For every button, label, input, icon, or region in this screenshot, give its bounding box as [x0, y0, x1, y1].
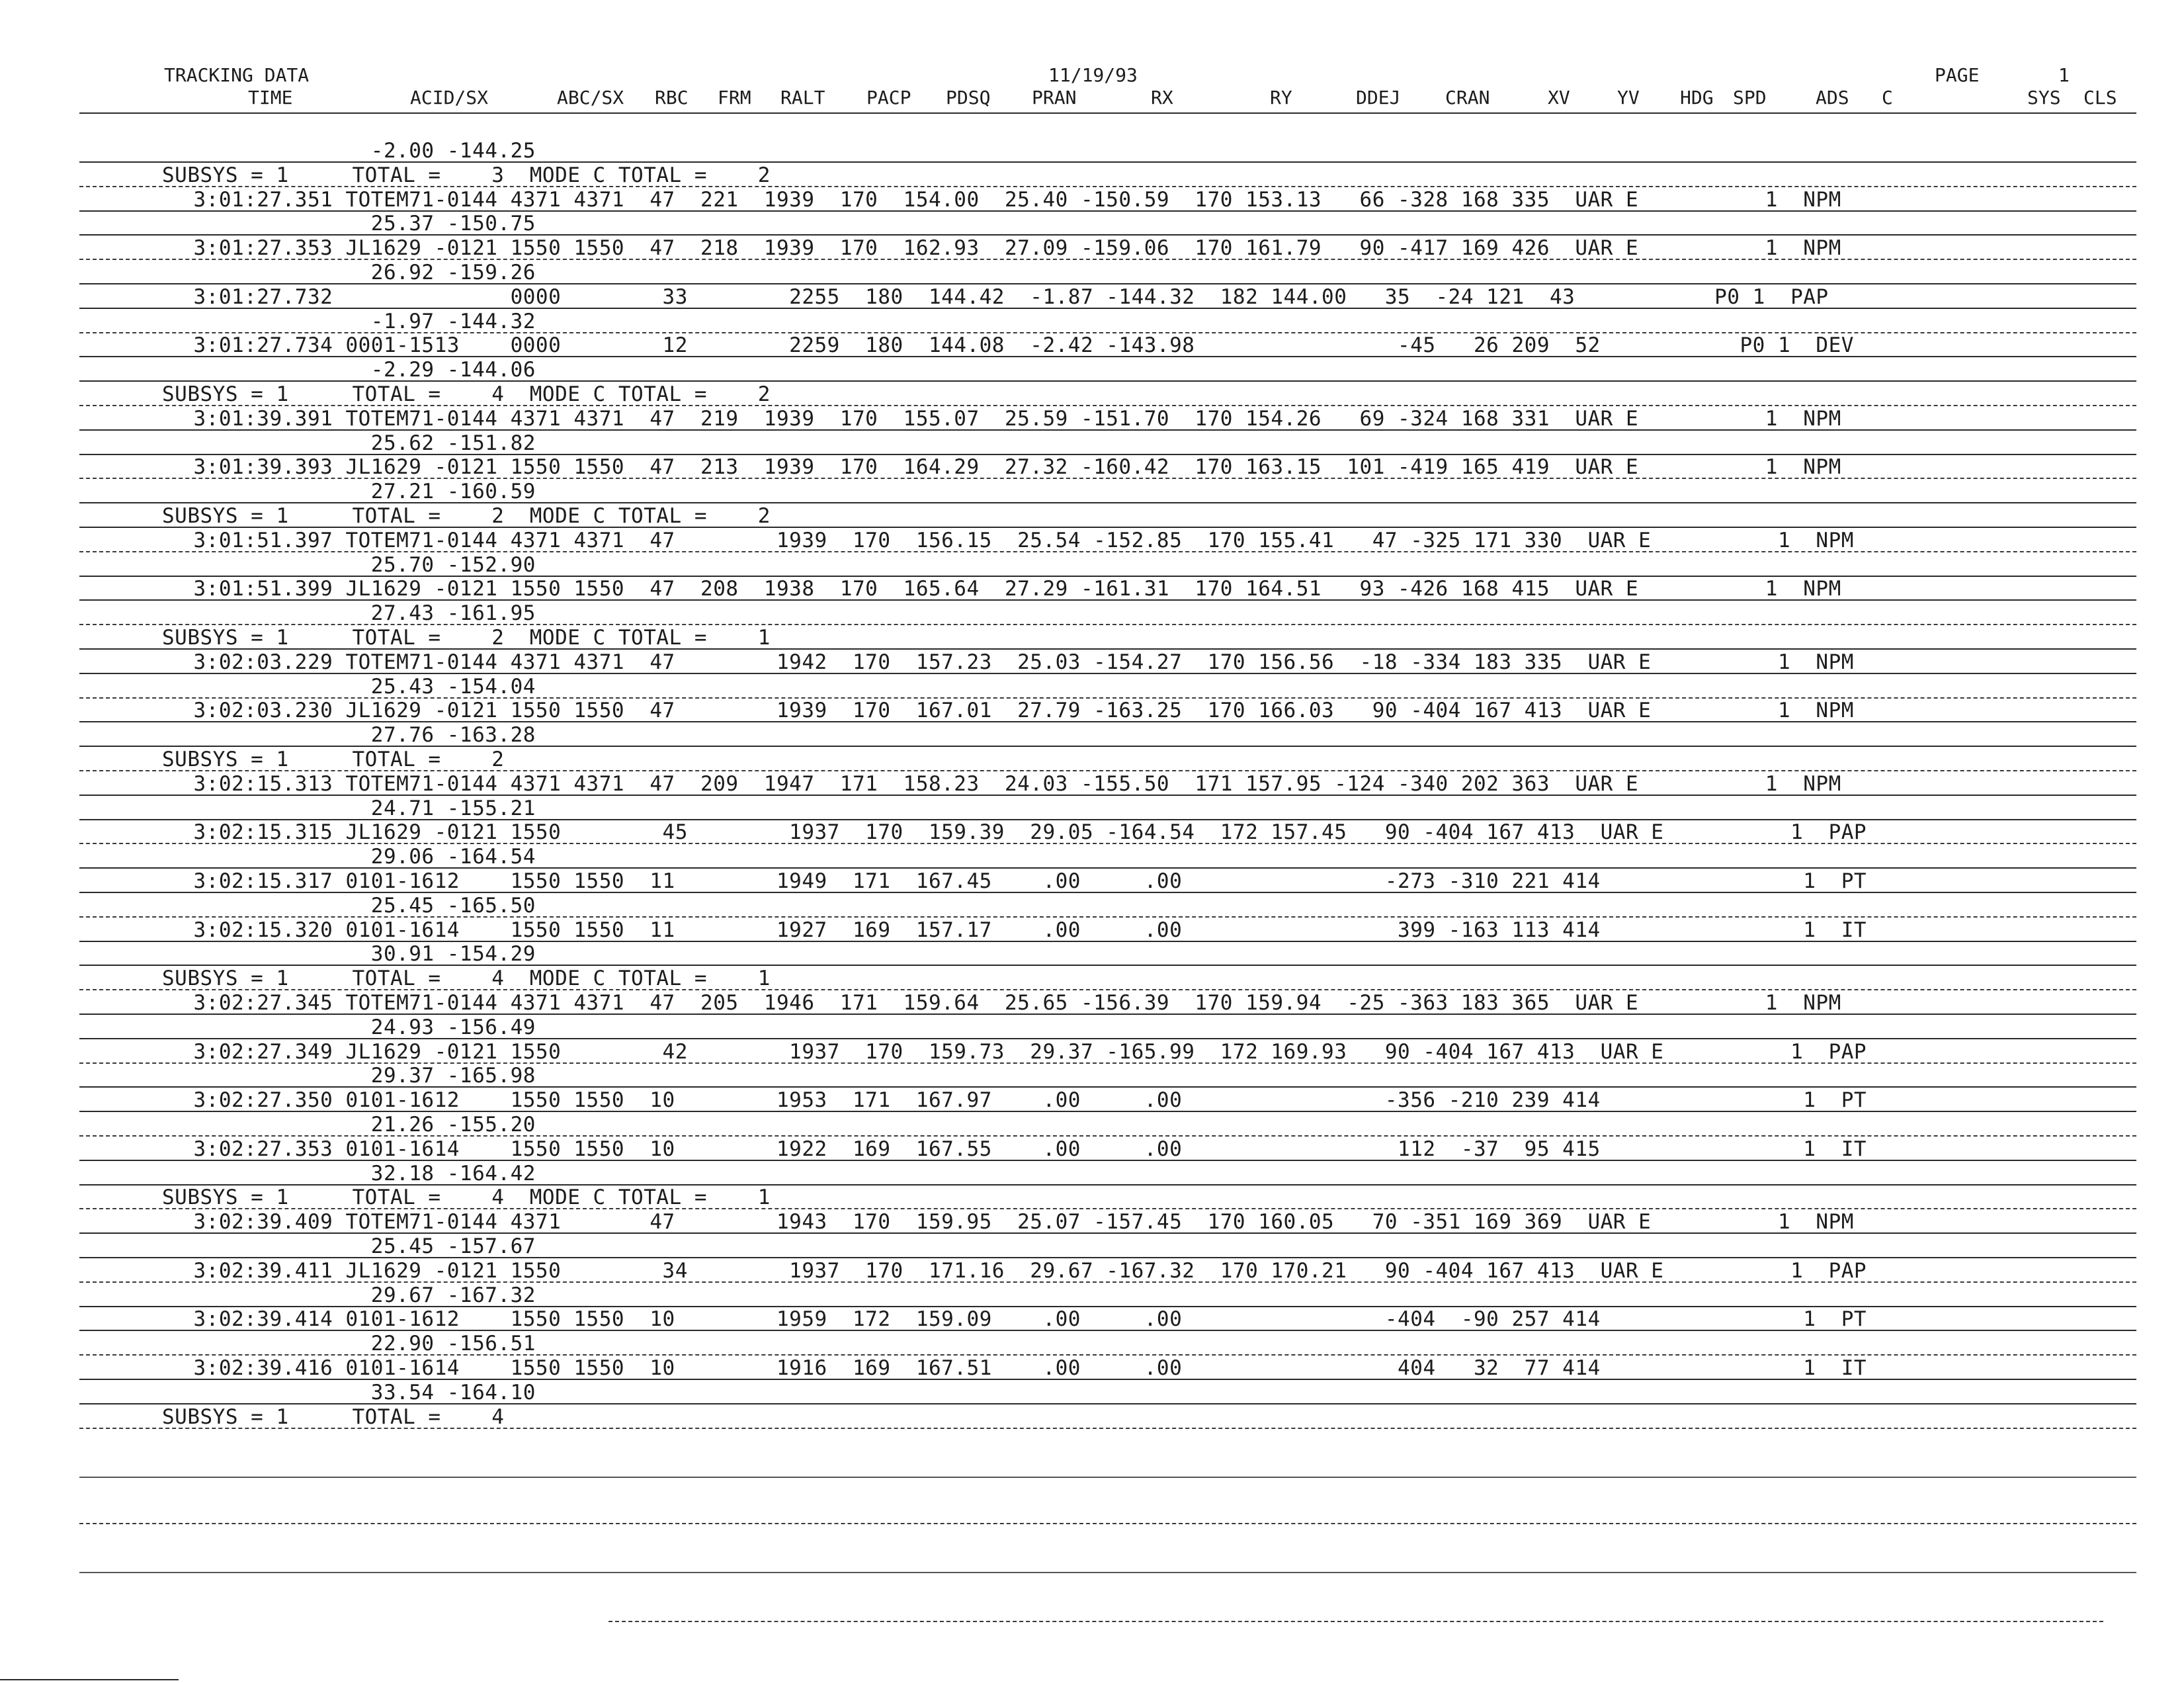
- track-record-line: 3:01:27.732 0000 33 2255 180 144.42 -1.87 -144.32 182 144.00 35 -24 121 43 P0 1 PAP: [155, 284, 1829, 309]
- row-rule: [79, 1281, 2136, 1283]
- subsys-total-line: SUBSYS = 1 TOTAL = 4 MODE C TOTAL = 1: [162, 967, 771, 991]
- column-header-hdg: HDG: [1680, 87, 1714, 108]
- coordinate-line: 24.93 -156.49: [155, 1015, 536, 1039]
- row-rule: [79, 502, 2136, 503]
- row-rule: [79, 186, 2136, 187]
- coordinate-line: 25.45 -157.67: [155, 1234, 536, 1258]
- column-header-pdsq: PDSQ: [946, 87, 991, 108]
- row-rule: [79, 867, 2136, 869]
- track-record-line: 3:02:15.315 JL1629 -0121 1550 45 1937 170 159.39 29.05 -164.54 172 157.45 90 -404 167 413 UAR E 1 PAP: [155, 820, 1867, 845]
- page-number: 1: [2058, 64, 2070, 86]
- coordinate-line: 29.67 -167.32: [155, 1283, 536, 1307]
- track-record-line: 3:01:51.397 TOTEM71-0144 4371 4371 47 1939 170 156.15 25.54 -152.85 170 155.41 47 -325 171 330 UAR E 1 NPM: [155, 528, 1854, 552]
- coordinate-line: 30.91 -154.29: [155, 942, 536, 967]
- row-rule: [79, 1257, 2136, 1258]
- column-header-ads: ADS: [1816, 87, 1849, 108]
- coordinate-line: 25.37 -150.75: [155, 212, 536, 236]
- column-header-abc-sx: ABC/SX: [557, 87, 624, 108]
- track-record-line: 3:02:39.409 TOTEM71-0144 4371 47 1943 170 159.95 25.07 -157.45 170 160.05 70 -351 169 369 UAR E 1 NPM: [155, 1210, 1854, 1234]
- column-header-c: C: [1882, 87, 1893, 108]
- row-rule: [79, 1232, 2136, 1234]
- subsys-total-line: SUBSYS = 1 TOTAL = 2 MODE C TOTAL = 1: [162, 626, 771, 650]
- column-header-pran: PRAN: [1032, 87, 1077, 108]
- coordinate-line: 27.43 -161.95: [155, 601, 536, 626]
- report-title: TRACKING DATA: [164, 64, 310, 86]
- coordinate-line: 25.62 -151.82: [155, 431, 536, 455]
- column-header-rbc: RBC: [655, 87, 689, 108]
- track-record-line: 3:02:39.414 0101-1612 1550 1550 10 1959 172 159.09 .00 .00 -404 -90 257 414 1 PT: [155, 1307, 1867, 1332]
- header-rule: [79, 112, 2136, 114]
- track-record-line: 3:02:27.353 0101-1614 1550 1550 10 1922 169 167.55 .00 .00 112 -37 95 415 1 IT: [155, 1137, 1867, 1161]
- column-header-cran: CRAN: [1445, 87, 1490, 108]
- coordinate-line: -2.29 -144.06: [155, 358, 536, 382]
- track-record-line: 3:02:39.411 JL1629 -0121 1550 34 1937 170 171.16 29.67 -167.32 170 170.21 90 -404 167 413 UAR E 1 PAP: [155, 1258, 1867, 1283]
- track-record-line: 3:01:27.734 0001-1513 0000 12 2259 180 144.08 -2.42 -143.98 -45 26 209 52 P0 1 DEV: [155, 333, 1854, 358]
- row-rule: [79, 454, 2136, 455]
- coordinate-line: 27.21 -160.59: [155, 480, 536, 504]
- track-record-line: 3:01:39.393 JL1629 -0121 1550 1550 47 213 1939 170 164.29 27.32 -160.42 170 163.15 101 -419 165 419 UAR E 1 NPM: [155, 455, 1841, 480]
- row-rule: [79, 746, 2136, 747]
- subsys-total-line: SUBSYS = 1 TOTAL = 4 MODE C TOTAL = 2: [162, 382, 771, 406]
- report-date: 11/19/93: [1048, 64, 1138, 86]
- subsys-total-line: SUBSYS = 1 TOTAL = 4 MODE C TOTAL = 1: [162, 1186, 771, 1210]
- page-label: PAGE: [1935, 64, 1980, 86]
- row-rule: [79, 161, 2136, 163]
- row-rule: [79, 551, 2136, 552]
- row-rule: [79, 1403, 2136, 1404]
- row-rule: [79, 1306, 2136, 1307]
- track-record-line: 3:02:27.349 JL1629 -0121 1550 42 1937 170 159.73 29.37 -165.99 172 169.93 90 -404 167 413 UAR E 1 PAP: [155, 1039, 1867, 1064]
- column-header-ry: RY: [1270, 87, 1292, 108]
- row-rule: [79, 356, 2136, 357]
- coordinate-line: 22.90 -156.51: [155, 1332, 536, 1356]
- track-record-line: 3:01:27.353 JL1629 -0121 1550 1550 47 218 1939 170 162.93 27.09 -159.06 170 161.79 90 -417 169 426 UAR E 1 NPM: [155, 236, 1841, 261]
- row-rule: [79, 1379, 2136, 1380]
- row-rule: [79, 1184, 2136, 1186]
- coordinate-line: -2.00 -144.25: [155, 139, 536, 163]
- row-rule: [79, 721, 2136, 722]
- row-rule: [79, 234, 2136, 236]
- row-rule: [79, 916, 2136, 918]
- row-rule: [79, 1208, 2136, 1209]
- coordinate-line: 29.06 -164.54: [155, 845, 536, 869]
- column-header-rx: RX: [1151, 87, 1173, 108]
- column-header-time: TIME: [248, 87, 293, 108]
- subsys-total-line: SUBSYS = 1 TOTAL = 2: [162, 748, 505, 771]
- column-header-yv: YV: [1617, 87, 1640, 108]
- row-rule: [79, 673, 2136, 674]
- row-rule: [79, 843, 2136, 844]
- track-record-line: 3:02:03.230 JL1629 -0121 1550 1550 47 1939 170 167.01 27.79 -163.25 170 166.03 90 -404 167 413 UAR E 1 NPM: [155, 699, 1854, 723]
- row-rule: [79, 795, 2136, 796]
- track-record-line: 3:02:39.416 0101-1614 1550 1550 10 1916 169 167.51 .00 .00 404 32 77 414 1 IT: [155, 1356, 1867, 1380]
- row-rule: [79, 1135, 2136, 1137]
- row-rule: [79, 1354, 2136, 1356]
- row-rule: [79, 1014, 2136, 1015]
- row-rule: [79, 1330, 2136, 1331]
- row-rule: [79, 697, 2136, 699]
- column-header-pacp: PACP: [866, 87, 911, 108]
- row-rule: [79, 283, 2136, 284]
- coordinate-line: 29.37 -165.98: [155, 1064, 536, 1088]
- column-header-xv: XV: [1548, 87, 1570, 108]
- row-rule: [79, 624, 2136, 625]
- subsys-total-line: SUBSYS = 1 TOTAL = 3 MODE C TOTAL = 2: [162, 163, 771, 187]
- row-rule: [79, 576, 2136, 577]
- blank-rule: [79, 1572, 2136, 1573]
- row-rule: [79, 989, 2136, 990]
- row-rule: [79, 405, 2136, 406]
- column-header-ralt: RALT: [780, 87, 825, 108]
- coordinate-line: 33.54 -164.10: [155, 1380, 536, 1404]
- row-rule: [79, 210, 2136, 212]
- row-rule: [79, 1160, 2136, 1161]
- row-rule: [79, 1062, 2136, 1064]
- track-record-line: 3:01:51.399 JL1629 -0121 1550 1550 47 208 1938 170 165.64 27.29 -161.31 170 164.51 93 -426 168 415 UAR E 1 NPM: [155, 577, 1841, 601]
- column-header-sys: SYS: [2027, 87, 2061, 108]
- column-header-cls: CLS: [2083, 87, 2117, 108]
- row-rule: [79, 1038, 2136, 1039]
- coordinate-line: 21.26 -155.20: [155, 1113, 536, 1137]
- row-rule: [79, 648, 2136, 650]
- coordinate-line: 25.45 -165.50: [155, 893, 536, 918]
- track-record-line: 3:02:15.320 0101-1614 1550 1550 11 1927 169 157.17 .00 .00 399 -163 113 414 1 IT: [155, 918, 1867, 942]
- track-record-line: 3:02:27.350 0101-1612 1550 1550 10 1953 171 167.97 .00 .00 -356 -210 239 414 1 PT: [155, 1088, 1867, 1113]
- track-record-line: 3:02:03.229 TOTEM71-0144 4371 4371 47 1942 170 157.23 25.03 -154.27 170 156.56 -18 -334 183 335 UAR E 1 NPM: [155, 650, 1854, 674]
- track-record-line: 3:02:15.317 0101-1612 1550 1550 11 1949 171 167.45 .00 .00 -273 -310 221 414 1 PT: [155, 869, 1867, 893]
- row-rule: [79, 1428, 2136, 1429]
- coordinate-line: 25.43 -154.04: [155, 674, 536, 699]
- column-header-frm: FRM: [718, 87, 751, 108]
- row-rule: [79, 1086, 2136, 1088]
- subsys-total-line: SUBSYS = 1 TOTAL = 2 MODE C TOTAL = 2: [162, 504, 771, 528]
- row-rule: [79, 941, 2136, 942]
- track-record-line: 3:01:39.391 TOTEM71-0144 4371 4371 47 219 1939 170 155.07 25.59 -151.70 170 154.26 69 -324 168 331 UAR E 1 NPM: [155, 406, 1841, 431]
- row-rule: [79, 429, 2136, 431]
- track-record-line: 3:01:27.351 TOTEM71-0144 4371 4371 47 221 1939 170 154.00 25.40 -150.59 170 153.13 66 -328 168 335 UAR E 1 NPM: [155, 187, 1841, 212]
- column-header-spd: SPD: [1733, 87, 1767, 108]
- row-rule: [79, 308, 2136, 309]
- track-record-line: 3:02:27.345 TOTEM71-0144 4371 4371 47 205 1946 171 159.64 25.65 -156.39 170 159.94 -25 -363 183 365 UAR E 1 NPM: [155, 991, 1841, 1015]
- row-rule: [79, 892, 2136, 893]
- blank-rule: [79, 1477, 2136, 1478]
- row-rule: [79, 965, 2136, 966]
- row-rule: [79, 527, 2136, 528]
- row-rule: [79, 332, 2136, 333]
- row-rule: [79, 599, 2136, 601]
- coordinate-line: 24.71 -155.21: [155, 796, 536, 820]
- row-rule: [79, 819, 2136, 820]
- coordinate-line: 25.70 -152.90: [155, 552, 536, 577]
- row-rule: [79, 259, 2136, 260]
- track-record-line: 3:02:15.313 TOTEM71-0144 4371 4371 47 209 1947 171 158.23 24.03 -155.50 171 157.95 -124 -340 202 363 UAR E 1 NPM: [155, 771, 1841, 796]
- coordinate-line: 26.92 -159.26: [155, 261, 536, 284]
- row-rule: [79, 770, 2136, 771]
- row-rule: [79, 380, 2136, 382]
- column-header-ddej: DDEJ: [1356, 87, 1401, 108]
- row-rule: [79, 1111, 2136, 1112]
- coordinate-line: 32.18 -164.42: [155, 1161, 536, 1186]
- coordinate-line: 27.76 -163.28: [155, 723, 536, 748]
- subsys-total-line: SUBSYS = 1 TOTAL = 4: [162, 1404, 505, 1429]
- blank-rule: [609, 1621, 2103, 1622]
- blank-rule: [79, 1523, 2136, 1524]
- page-corner-rule: [0, 1679, 179, 1680]
- coordinate-line: -1.97 -144.32: [155, 309, 536, 333]
- column-header-acid-sx: ACID/SX: [410, 87, 489, 108]
- row-rule: [79, 478, 2136, 479]
